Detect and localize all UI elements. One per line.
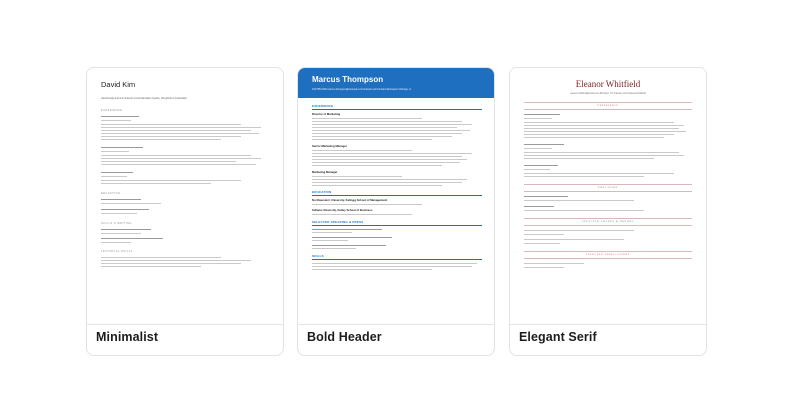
preview-line (312, 162, 460, 163)
preview-section-heading: EDUCATION (312, 190, 332, 194)
preview-line (312, 229, 382, 230)
preview-line (524, 134, 674, 135)
preview-line (312, 269, 432, 270)
preview-line (524, 169, 550, 170)
preview-rule (524, 225, 692, 226)
preview-line (101, 229, 151, 230)
preview-section-heading: EXPERIENCE (312, 104, 334, 108)
preview-line (101, 180, 241, 181)
card-divider (510, 324, 706, 325)
preview-line (524, 206, 554, 207)
preview-name: David Kim (101, 80, 136, 89)
preview-line (101, 172, 133, 173)
preview-line (524, 131, 686, 132)
template-label: Elegant Serif (519, 330, 597, 344)
preview-line (524, 210, 644, 211)
preview-line (312, 130, 470, 131)
preview-line (101, 116, 139, 117)
preview-line (312, 150, 412, 151)
card-divider (298, 324, 494, 325)
preview-line (524, 267, 564, 268)
preview-line (312, 232, 352, 233)
preview-line (312, 156, 462, 157)
preview-line (101, 127, 261, 128)
preview-line (312, 121, 462, 122)
preview-section-heading: EXPERIENCE (101, 109, 123, 112)
template-card-minimalist[interactable] (86, 67, 284, 356)
preview-line (524, 144, 564, 145)
preview-line (524, 200, 634, 201)
preview-rule (524, 251, 692, 252)
preview-line (101, 176, 127, 177)
preview-section-heading: EDUCATION (598, 187, 618, 189)
preview-section-heading: EXPERIENCE (597, 105, 619, 107)
preview-line (101, 260, 251, 261)
preview-line (524, 122, 674, 123)
preview-line (312, 214, 412, 215)
preview-line (101, 124, 241, 125)
preview-line (101, 164, 256, 165)
preview-line (524, 152, 679, 153)
preview-rule (312, 259, 482, 260)
preview-line (101, 147, 143, 148)
preview-rule (524, 102, 692, 103)
preview-line (101, 139, 221, 140)
template-label: Minimalist (96, 330, 159, 344)
preview-line (524, 118, 552, 119)
preview-line (524, 114, 560, 115)
preview-job-title: Senior Marketing Manager (312, 144, 347, 148)
preview-line (524, 148, 552, 149)
preview-line (101, 133, 259, 134)
preview-section-heading: SELECTED SPEAKING & PRESS (312, 220, 364, 224)
template-card-bold-header[interactable] (297, 67, 495, 356)
preview-line (101, 136, 241, 137)
preview-line (312, 118, 422, 119)
preview-contact: 312.555.0199 marcus.thompson@example.com linkedin.com/in/marcusthompson Chicago, IL (312, 88, 412, 91)
preview-line (312, 240, 348, 241)
preview-contact: david.kim@email.com linkedin.com/in/davidjkim Seattle, WA github.com/davidkim (101, 97, 188, 100)
preview-name: Eleanor Whitfield (575, 79, 641, 89)
preview-rule (524, 184, 692, 185)
template-label: Bold Header (307, 330, 382, 344)
preview-line (101, 130, 251, 131)
preview-line (101, 151, 129, 152)
template-card-elegant-serif[interactable] (509, 67, 707, 356)
preview-line (524, 234, 564, 235)
preview-line (312, 176, 402, 177)
preview-line (312, 159, 467, 160)
preview-rule (524, 109, 692, 110)
resume-preview-bold-header (298, 68, 494, 324)
preview-section-heading: SELECTED PUBLICATIONS (586, 254, 630, 256)
preview-line (312, 179, 467, 180)
preview-line (101, 199, 141, 200)
preview-line (524, 155, 684, 156)
preview-job-title: Marketing Manager (312, 170, 338, 174)
preview-line (101, 257, 221, 258)
preview-line (524, 137, 664, 138)
preview-line (312, 124, 472, 125)
preview-rule (524, 191, 692, 192)
preview-line (101, 203, 161, 204)
preview-line (524, 196, 568, 197)
preview-section-heading: TECHNICAL SKILLS (101, 250, 133, 253)
preview-school: Indiana University, Kelley School of Business (312, 208, 373, 212)
preview-rule (524, 218, 692, 219)
preview-line (312, 153, 472, 154)
preview-line (101, 213, 137, 214)
preview-line (101, 120, 131, 121)
preview-rule (312, 225, 482, 226)
preview-line (524, 239, 624, 240)
preview-line (101, 266, 201, 267)
preview-line (312, 136, 452, 137)
preview-section-heading: SKILLS & WRITING (101, 222, 132, 225)
preview-rule (312, 195, 482, 196)
preview-line (101, 158, 261, 159)
preview-line (524, 173, 674, 174)
preview-section-heading: EDUCATION (101, 192, 121, 195)
preview-line (101, 242, 131, 243)
preview-line (524, 158, 654, 159)
preview-line (524, 125, 684, 126)
card-divider (87, 324, 283, 325)
preview-line (101, 233, 141, 234)
preview-line (312, 263, 477, 264)
preview-line (312, 133, 462, 134)
resume-preview-minimalist (87, 68, 283, 324)
preview-section-heading: SKILLS (312, 254, 324, 258)
preview-line (524, 165, 558, 166)
preview-rule (524, 258, 692, 259)
preview-line (312, 127, 457, 128)
preview-line (312, 248, 356, 249)
preview-line (312, 185, 442, 186)
preview-line (101, 161, 236, 162)
preview-line (312, 237, 392, 238)
preview-line (101, 183, 211, 184)
preview-section-heading: SELECTED AWARDS & HONORS (582, 221, 634, 223)
preview-line (312, 139, 432, 140)
preview-line (524, 128, 679, 129)
preview-line (101, 238, 163, 239)
preview-line (524, 243, 560, 244)
preview-line (101, 263, 241, 264)
preview-line (524, 176, 644, 177)
preview-line (101, 155, 251, 156)
resume-preview-elegant-serif (510, 68, 706, 324)
preview-rule (312, 109, 482, 110)
preview-line (524, 263, 584, 264)
preview-contact: eleanor.whitfield@email.com Brooklyn, NY linkedin.com/in/eleanorwhitfield (570, 93, 646, 95)
preview-job-title: Director of Marketing (312, 112, 341, 116)
preview-line (312, 165, 442, 166)
preview-line (524, 230, 634, 231)
preview-school: Northwestern University, Kellogg School of Management (312, 198, 388, 202)
preview-line (312, 266, 472, 267)
preview-line (312, 245, 386, 246)
preview-line (101, 209, 149, 210)
preview-line (312, 182, 462, 183)
preview-line (312, 204, 422, 205)
preview-name: Marcus Thompson (312, 75, 384, 84)
